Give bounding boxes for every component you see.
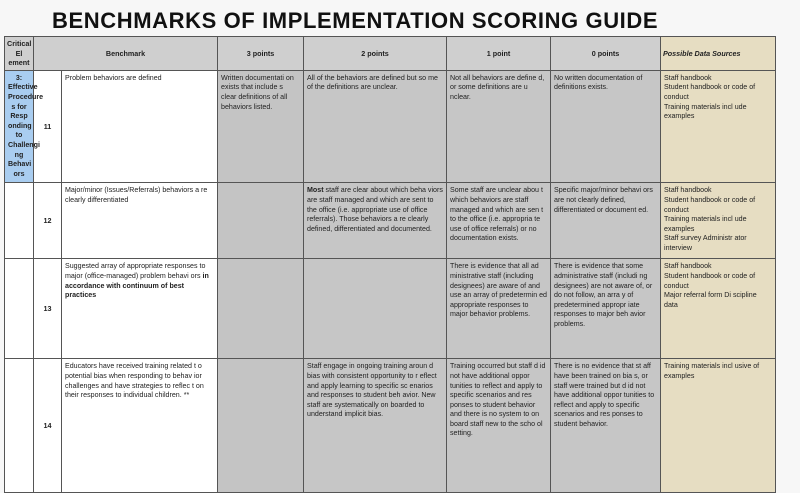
score-3-cell — [218, 359, 304, 493]
table-row — [5, 259, 776, 359]
benchmark-text: Educators have received training related t o potential bias when responding to behav ior challenges and have strategies to reflec t on their responses to individual children. ** — [62, 359, 218, 493]
data-source-item: Staff handbook — [664, 262, 712, 271]
data-source-item: Student handbook or code of conduct — [664, 271, 756, 290]
data-source-item: Training materials incl ude examples — [664, 215, 747, 233]
data-sources-cell — [661, 70, 776, 183]
benchmark-plain-text: Suggested array of appropriate responses to major (office-managed) problem behavi ors — [65, 262, 206, 280]
benchmark-number: 11 — [34, 70, 62, 183]
critical-element-cell: 3: Effective Procedure s for Resp onding to Challengi ng Behavi ors — [5, 70, 34, 183]
score-1-cell: Training occurred but staff d id not have additional oppor tunities to reflect and apply to specific scenarios and res ponses to student behavior and there is no system to on board staff new to the scho ol setting. — [447, 359, 551, 493]
benchmark-number: 12 — [34, 183, 62, 259]
data-source-item: Staff handbook — [664, 73, 712, 82]
benchmark-text: Problem behaviors are defined — [62, 70, 218, 183]
score-2-cell — [304, 259, 447, 359]
score-0-cell: There is evidence that some administrative staff (includi ng designees) are not aware of, or do not follow, an arra y of predetermined appropr iate responses to major beh avior problems. — [551, 259, 661, 359]
score-1-cell: Not all behaviors are define d, or some definitions are u nclear. — [447, 70, 551, 183]
table-row — [5, 359, 776, 493]
emphasis-text: Most — [307, 186, 324, 195]
header-data-sources: Possible Data Sources — [661, 37, 776, 71]
data-sources-cell — [661, 259, 776, 359]
header-three-points: 3 points — [218, 37, 304, 71]
score-3-cell — [218, 259, 304, 359]
critical-element-cell — [5, 259, 34, 359]
score-3-cell — [218, 183, 304, 259]
emphasis-text: in accordance with continuum of best practices — [65, 271, 209, 300]
header-zero-points: 0 points — [551, 37, 661, 71]
score-0-cell: Specific major/minor behavi ors are not clearly defined, differentiated or document ed. — [551, 183, 661, 259]
score-0-cell: There is no evidence that st aff have been trained on bia s, or staff were trained but d id not have additional oppor tunities to reflect and apply to specific scenarios and res ponses to student behavior. — [551, 359, 661, 493]
score-2-cell: Staff engage in ongoing training aroun d bias with consistent opportunity to r eflect and apply learning to specific sc enarios and responses to student beh avior. New staff are systematically on boarded to understand implicit bias. — [304, 359, 447, 493]
score-0-cell: No written documentation of definitions exists. — [551, 70, 661, 183]
header-one-point: 1 point — [447, 37, 551, 71]
benchmark-number: 13 — [34, 259, 62, 359]
score-2-text: staff are clear about which beha viors are staff managed and which are sent to the office (i.e. appropriate use of office referrals). Those behaviors a re clearly defined, differentiated and documented. — [307, 186, 443, 233]
data-source-item: Staff survey Administr ator interview — [664, 234, 747, 252]
data-source-item: Student handbook or code of conduct — [664, 83, 756, 101]
data-source-item: Training materials incl ude examples — [664, 102, 747, 121]
score-3-cell: Written documentati on exists that include s clear definitions of all behaviors listed. — [218, 70, 304, 183]
critical-element-cell — [5, 183, 34, 259]
header-row — [5, 37, 776, 71]
benchmark-number: 14 — [34, 359, 62, 493]
header-critical-element: Critical El ement — [5, 37, 34, 71]
data-source-item: Student handbook or code of conduct — [664, 195, 756, 214]
header-benchmark: Benchmark — [34, 37, 218, 71]
benchmark-text: Major/minor (Issues/Referrals) behaviors a re clearly differentiated — [62, 183, 218, 259]
page-title: BENCHMARKS OF IMPLEMENTATION SCORING GUIDE — [52, 8, 659, 33]
scoring-table — [4, 36, 776, 493]
score-2-cell: All of the behaviors are defined but so me of the definitions are unclear. — [304, 70, 447, 183]
score-1-cell: There is evidence that all ad ministrative staff (including designees) are aware of and use an array of predetermin ed appropriate responses to major behavior problems. — [447, 259, 551, 359]
score-2-cell — [304, 183, 447, 259]
header-two-points: 2 points — [304, 37, 447, 71]
data-source-item: Major referral form Di scipline data — [664, 291, 757, 309]
score-1-cell: Some staff are unclear abou t which behaviors are staff managed and which are sen t to the office (i.e. appropria te use of office referrals) or no documentation exists. — [447, 183, 551, 259]
critical-element-cell — [5, 359, 34, 493]
data-sources-cell — [661, 183, 776, 259]
data-source-item: Staff handbook — [664, 186, 712, 195]
data-sources-cell — [661, 359, 776, 493]
data-source-item: Training materials incl usive of examples — [664, 362, 760, 380]
table-row — [5, 70, 776, 183]
benchmark-text — [62, 259, 218, 359]
table-row — [5, 183, 776, 259]
